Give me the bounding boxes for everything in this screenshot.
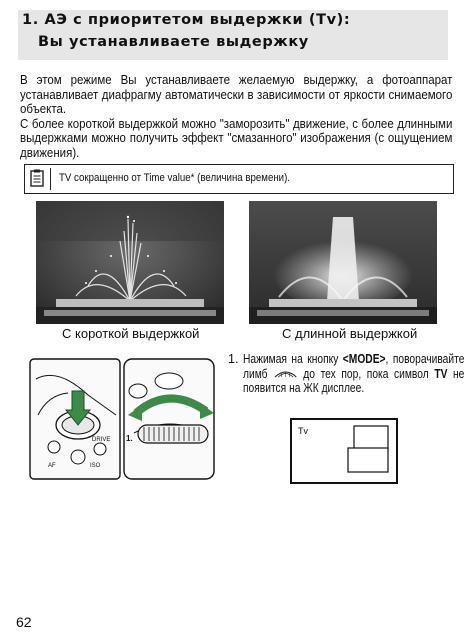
tv-symbol: TV — [434, 366, 448, 381]
section-subtitle: Вы устанавливаете выдержку — [38, 34, 309, 50]
svg-text:1.: 1. — [126, 434, 133, 443]
step-number: 1. — [228, 352, 239, 366]
lcd-mode-label: Tv — [298, 426, 308, 436]
svg-text:ISO: ISO — [90, 463, 101, 469]
intro-text — [20, 73, 452, 160]
command-dial-icon — [273, 369, 298, 379]
svg-text:DRIVE: DRIVE — [92, 437, 111, 443]
lcd-display — [290, 418, 398, 484]
camera-mode-dial-illustration — [28, 355, 218, 483]
page-number: 62 — [16, 614, 32, 630]
note-divider — [50, 168, 51, 190]
note-box — [24, 164, 454, 194]
command-dial-panel — [124, 359, 214, 479]
caption-long-exposure: С длинной выдержкой — [282, 326, 418, 341]
note-text: TV сокращенно от Time value* (величина времени). — [59, 172, 290, 184]
intro-paragraph-1: В этом режиме Вы устанавливаете желаемую выдержку, а фотоаппарат устанавливает диафрагму автоматически в зависимости от яркости снимаемого объекта. — [20, 73, 453, 116]
note-icon — [29, 169, 47, 189]
svg-text:AF: AF — [48, 463, 56, 469]
caption-short-exposure: С короткой выдержкой — [62, 326, 200, 341]
mode-button-label: <MODE> — [342, 352, 386, 366]
camera-top-panel — [30, 359, 120, 479]
fountain-photo-long-exposure — [249, 201, 437, 324]
section-title: 1. АЭ с приоритетом выдержки (Tv): — [22, 12, 351, 28]
fountain-photo-short-exposure — [36, 201, 224, 324]
step-1-text: Нажимая на кнопку <MODE>, поворачивайте лимб до тех пор, пока символ TV не появится на ЖК дисплее. — [243, 352, 464, 395]
intro-paragraph-2: С более короткой выдержкой можно "заморозить" движение, с более длинными выдержками можно получить эффект "смазанного" изображения (с ощущением движения). — [20, 116, 453, 160]
